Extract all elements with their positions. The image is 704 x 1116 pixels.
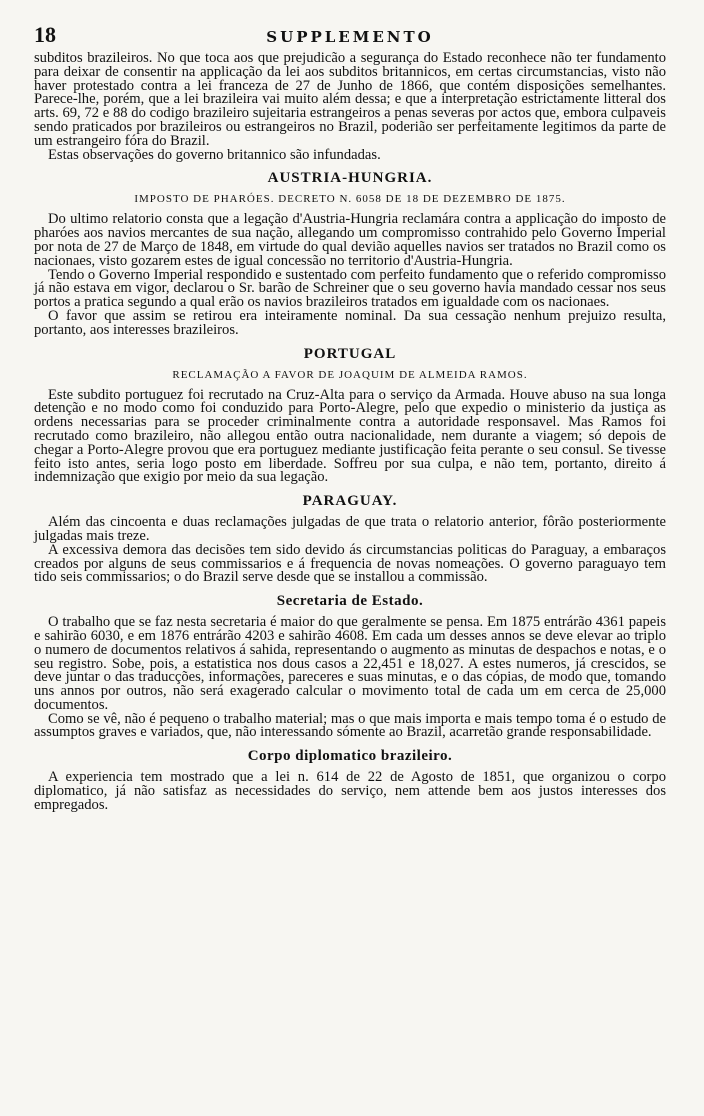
paragraph: Além das cincoenta e duas reclamações julgadas de que trata o relatorio anterior, fôrão posteriormente julgadas mais treze. <box>34 514 666 544</box>
running-head <box>34 22 666 52</box>
intro-section <box>34 52 666 162</box>
page-number: 18 <box>34 22 56 47</box>
corpo-section <box>34 748 666 812</box>
austria-section <box>34 170 666 337</box>
secretaria-section <box>34 593 666 740</box>
section-heading-paraguay: PARAGUAY. <box>302 493 398 510</box>
section-heading-corpo: Corpo diplomatico brazileiro. <box>247 748 453 765</box>
section-heading-austria: AUSTRIA-HUNGRIA. <box>267 170 433 187</box>
section-heading-secretaria: Secretaria de Estado. <box>276 593 424 610</box>
paragraph: subditos brazileiros. No que toca aos que prejudicão a segurança do Estado reconhece não ter fundamento para deixar de consentir na applicação da lei aos subditos britannicos, em certas circumstancias, visto não haver protestado contra a lei franceza de 27 de Junho de 1866, que contém disposições semelhantes. Parece-lhe, porém, que a lei brazileira vai muito além dessa; e que a interpretação estrictamente litteral dos arts. 69, 72 e 88 do codigo brazileiro sujeitaria estrangeiros a penas severas por actos que, embora culpaveis sendo praticados por brazileiros ou estrangeiros no Brazil, poderião ser perfeitamente legitimos da parte de um estrangeiro fóra do Brazil. <box>34 50 666 149</box>
paragraph: Este subdito portuguez foi recrutado na Cruz-Alta para o serviço da Armada. Houve abuso na sua longa detenção e no modo como foi conduzido para Porto-Alegre, pelo que expedio o ministerio da justiça as ordens necessarias para se proceder criminalmente contra a autoridade responsavel. Mas Ramos foi recrutado como brazileiro, não allegou então outra nacionalidade, nem durante a viagem; só depois de chegar a Porto-Alegre provou que era portuguez mediante justificação feita perante o seu consul. Se tivesse feito isto antes, seria logo posto em liberdade. Soffreu por sua culpa, e não tem, portanto, direito á indemnização que exigio por meio da sua legação. <box>34 386 666 486</box>
paragraph: O favor que assim se retirou era inteiramente nominal. Da sua cessação nenhum prejuizo resulta, portanto, aos interesses brazileiros. <box>34 307 666 338</box>
section-subheading-portugal: RECLAMAÇÃO A FAVOR DE JOAQUIM DE ALMEIDA RAMOS. <box>172 368 528 381</box>
section-heading-portugal: PORTUGAL <box>303 345 397 362</box>
paragraph: Estas observações do governo britannico são infundadas. <box>48 146 381 163</box>
portugal-section <box>34 346 666 486</box>
section-subheading-austria: IMPOSTO DE PHARÓES. DECRETO N. 6058 DE 18 DE DEZEMBRO DE 1875. <box>134 193 566 206</box>
paragraph: A excessiva demora das decisões tem sido devido ás circumstancias politicas do Paraguay, a embaraços creados por alguns de seus commissarios e á frequencia de novas nomeações. O governo paraguayo tem tido seis commissarios; o do Brazil serve desde que se installou a commissão. <box>34 541 666 586</box>
paragraph: Tendo o Governo Imperial respondido e sustentado com perfeito fundamento que o referido compromisso já não estava em vigor, declarou o Sr. barão de Schreiner que o seu governo havia mandado cessar nos seus portos a pratica segundo a qual erão os navios brazileiros tratados em igualdade com os nacionaes. <box>34 266 666 311</box>
paragraph: O trabalho que se faz nesta secretaria é maior do que geralmente se pensa. Em 1875 entrárão 4361 papeis e sahirão 6030, e em 1876 entrárão 4203 e sahirão 4608. Em cada um desses annos se deve elevar ao triplo o numero de documentos relativos á sahida, representando o augmento as minutas de despachos e notas, e o seu registro. Sobe, pois, a estatistica nos dous casos a 22,451 e 18,027. A estes numeros, já crescidos, se deve juntar o das traducções, informações, pareceres e suas minutas, e o das cópias, de modo que, tomando uns annos por outros, não será exagerado calcular o movimento total de cada um em cerca de 25,000 documentos. <box>34 614 666 713</box>
paragraph: A experiencia tem mostrado que a lei n. 614 de 22 de Agosto de 1851, que organizou o corpo diplomatico, já não satisfaz as necessidades do serviço, nem attende bem aos justos interesses dos empregados. <box>34 769 666 813</box>
paragraph: Do ultimo relatorio consta que a legação d'Austria-Hungria reclamára contra a applicação do imposto de pharóes aos navios mercantes de sua nação, allegando um compromisso contrahido pelo Governo Imperial por nota de 27 de Março de 1848, em virtude do qual devião aquelles navios ser tratados no Brazil como os nacionaes, visto gozarem estes de igual concessão no territorio d'Austria-Hungria. <box>34 211 666 269</box>
running-title: SUPPLEMENTO <box>266 28 434 46</box>
paraguay-section <box>34 493 666 585</box>
paragraph: Como se vê, não é pequeno o trabalho material; mas o que mais importa e mais tempo toma é o estudo de assumptos graves e variados, que, não interessando sómente ao Brazil, acarretão grande responsabilidade. <box>34 710 666 741</box>
